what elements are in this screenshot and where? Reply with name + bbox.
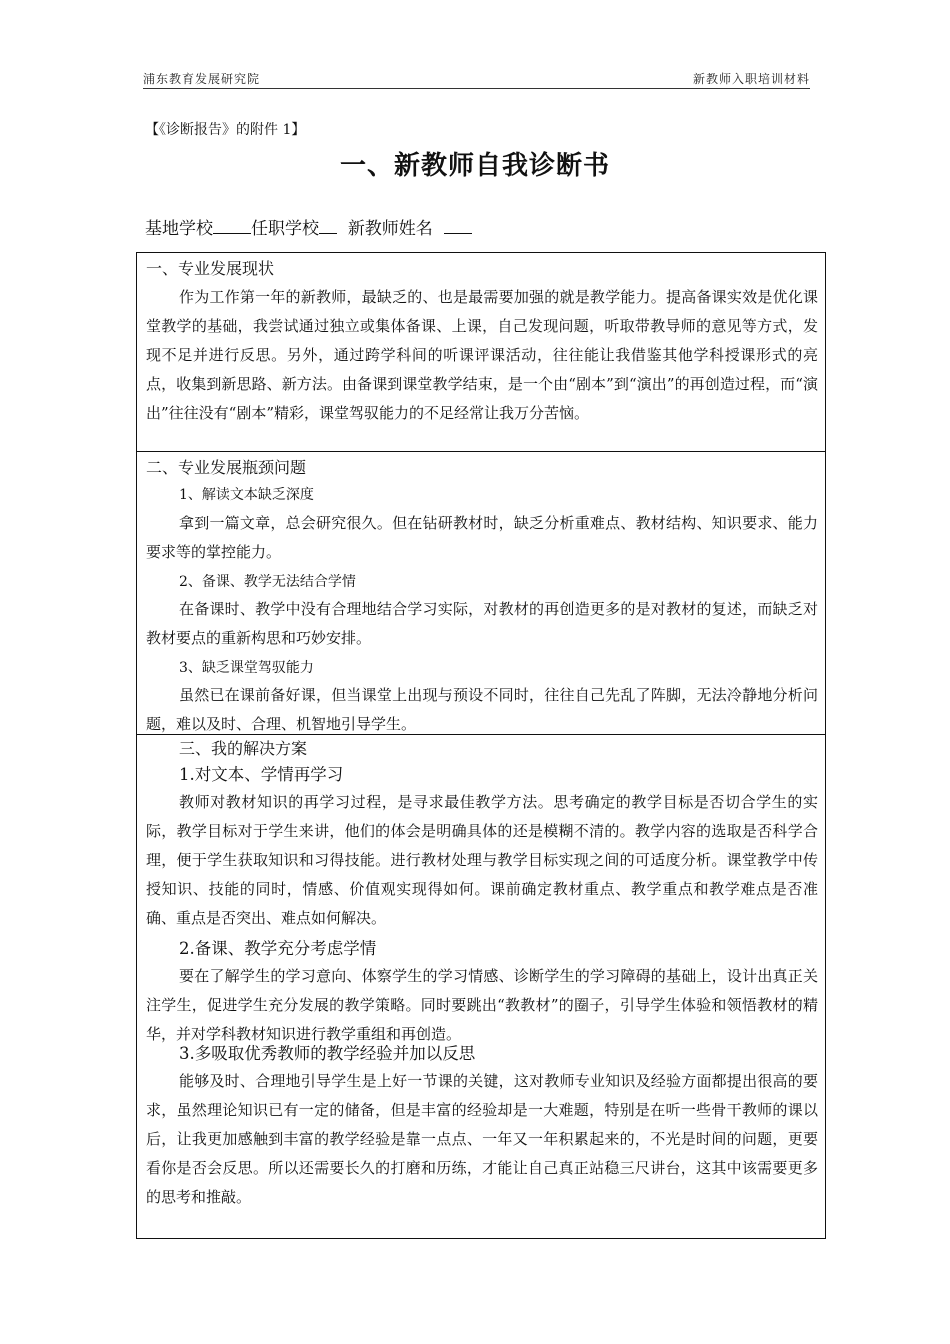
bottleneck-item-2-title: 2、备课、教学无法结合学情 — [179, 574, 356, 590]
section-solutions — [137, 735, 825, 1238]
header-institute: 浦东教育发展研究院 — [143, 72, 261, 86]
solution-item-3-title: 3.多吸取优秀教师的教学经验并加以反思 — [179, 1044, 476, 1063]
diagnosis-table — [136, 252, 826, 1239]
school-label: 基地学校 — [145, 219, 213, 239]
bottleneck-item-2-text: 在备课时、教学中没有合理地结合学习实际，对教材的再创造更多的是对教材的复述，而缺乏对教材要点的重新构思和巧妙安排。 — [146, 600, 818, 647]
post-blank — [319, 217, 337, 234]
name-blank — [444, 217, 472, 234]
section-status-heading: 一、专业发展现状 — [146, 259, 275, 278]
section-bottleneck-heading: 二、专业发展瓶颈问题 — [146, 458, 307, 477]
section-bottleneck — [137, 452, 825, 735]
school-blank — [213, 217, 251, 234]
page-header — [143, 70, 810, 89]
section-solutions-heading: 三、我的解决方案 — [179, 739, 308, 758]
bottleneck-item-3-text: 虽然已在课前备好课，但当课堂上出现与预设不同时，往往自己先乱了阵脚，无法冷静地分析问题，难以及时、合理、机智地引导学生。 — [146, 686, 818, 733]
page-title: 一、新教师自我诊断书 — [339, 151, 610, 181]
bottleneck-item-1-text: 拿到一篇文章，总会研究很久。但在钻研教材时，缺乏分析重难点、教材结构、知识要求、能力要求等的掌控能力。 — [146, 514, 818, 561]
bottleneck-item-1-title: 1、解读文本缺乏深度 — [179, 487, 314, 503]
header-doc-title: 新教师入职培训材料 — [692, 72, 810, 86]
solution-item-2-text: 要在了解学生的学习意向、体察学生的学习情感、诊断学生的学习障碍的基础上，设计出真正关注学生，促进学生充分发展的教学策略。同时要跳出“教教材”的圈子，引导学生体验和领悟教材的精华，并对学科教材知识进行教学重组和再创造。 — [146, 967, 818, 1043]
solution-item-2-title: 2.备课、教学充分考虑学情 — [179, 939, 377, 958]
solution-item-1-text: 教师对教材知识的再学习过程，是寻求最佳教学方法。思考确定的教学目标是否切合学生的实际，教学目标对于学生来讲，他们的体会是明确具体的还是模糊不清的。教学内容的选取是否科学合理，便于学生获取知识和习得技能。进行教材处理与教学目标实现之间的可适度分析。课堂教学中传授知识、技能的同时，情感、价值观实现得如何。课前确定教材重点、教学重点和教学难点是否准确、重点是否突出、难点如何解决。 — [146, 793, 818, 927]
bottleneck-item-3-title: 3、缺乏课堂驾驭能力 — [179, 660, 314, 676]
info-line — [145, 214, 472, 239]
attachment-note: 【《诊断报告》的附件 1】 — [145, 122, 306, 138]
solution-item-1-title: 1.对文本、学情再学习 — [179, 765, 344, 784]
section-status-text: 作为工作第一年的新教师，最缺乏的、也是最需要加强的就是教学能力。提高备课实效是优化课堂教学的基础，我尝试通过独立或集体备课、上课，自己发现问题，听取带教导师的意见等方式，发现不足并进行反思。另外，通过跨学科间的听课评课活动，往往能让我借鉴其他学科授课形式的亮点，收集到新思路、新方法。由备课到课堂教学结束，是一个由“剧本”到“演出”的再创造过程，而“演出”往往没有“剧本”精彩，课堂驾驭能力的不足经常让我万分苦恼。 — [146, 288, 818, 422]
solution-item-3-text: 能够及时、合理地引导学生是上好一节课的关键，这对教师专业知识及经验方面都提出很高的要求，虽然理论知识已有一定的储备，但是丰富的经验却是一大难题，特别是在听一些骨干教师的课以后，让我更加感触到丰富的教学经验是靠一点点、一年又一年积累起来的，不光是时间的问题，更要看你是否会反思。所以还需要长久的打磨和历练，才能让自己真正站稳三尺讲台，这其中该需要更多的思考和推敲。 — [146, 1072, 818, 1206]
post-label: 任职学校 — [251, 219, 319, 239]
name-label: 新教师姓名 — [347, 219, 433, 239]
section-status — [137, 253, 825, 452]
